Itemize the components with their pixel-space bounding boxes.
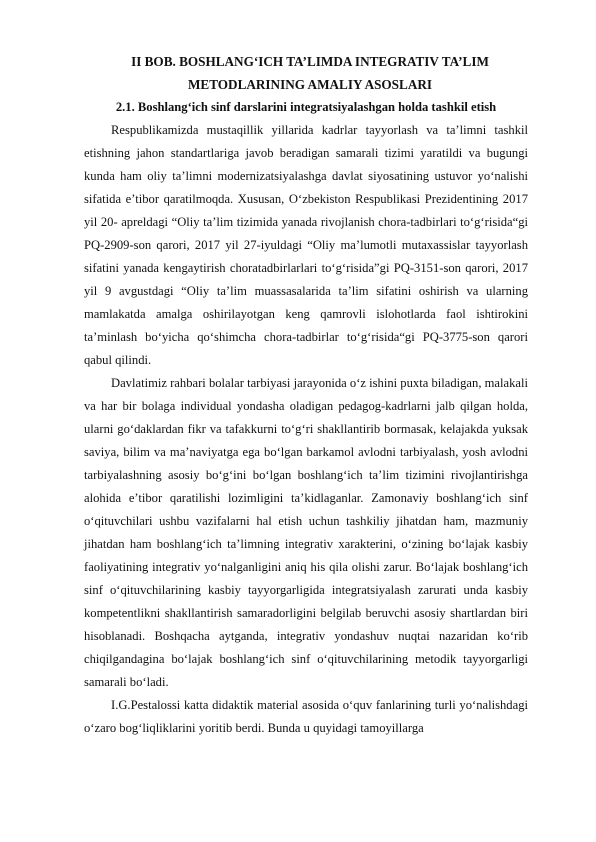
paragraph-1: Respublikamizda mustaqillik yillarida kadrlar tayyorlash va ta’limni tashkil etishning jahon standartlariga javob beradigan samarali tizimi yaratildi va bugungi kunda ham oliy ta’limni modernizatsiyalashga davlat siyosatining ustuvor yo‘nalishi sifatida e’tibor qaratilmoqda. Xususan, O‘zbekiston Respublikasi Prezidentining 2017 yil 20- apreldagi “Oliy ta’lim tizimida yanada rivojlanish chora-tadbirlari to‘g‘risida“gi PQ-2909-son qarori, 2017 yil 27-iyuldagi “Oliy ma’lumotli mutaxassislar tayyorlash sifatini yanada kengaytirish choratadbirlarlari to‘g‘risida”gi PQ-3151-son qarori, 2017 yil 9 avgustdagi “Oliy ta’lim muassasalarida ta’lim sifatini oshirish va ularning mamlakatda amalga oshirilayotgan keng qamrovli islohotlarda faol ishtirokini ta’minlash bo‘yicha qo‘shimcha chora-tadbirlar to‘g‘risida“gi PQ-3775-son qarori qabul qilindi.	[84, 123, 528, 367]
chapter-title-line-2: METODLARINING AMALIY ASOSLARI	[187, 77, 432, 92]
chapter-title	[84, 50, 528, 96]
paragraph-3: I.G.Pestalossi katta didaktik material asosida o‘quv fanlarining turli yo‘nalishdagi o‘zaro bog‘liqliklarini yoritib berdi. Bunda u quyidagi tamoyillarga	[84, 698, 528, 735]
section-title: 2.1. Boshlang‘ich sinf darslarini integratsiyalashgan holda tashkil etish	[115, 100, 497, 114]
paragraph-2: Davlatimiz rahbari bolalar tarbiyasi jarayonida o‘z ishini puxta biladigan, malakali va har bir bolaga individual yondasha oladigan pedagog-kadrlarni jalb qilgan holda, ularni go‘daklardan fikr va tafakkurni to‘g‘ri shakllantirib bormasak, kelajakda yuksak saviya, bilim va ma’naviyatga ega bo‘lgan barkamol avlodni tarbiyalash, yosh avlodni tarbiyalashning asosiy bo‘g‘ini bo‘lgan boshlang‘ich ta’lim tizimini rivojlantirishga alohida e’tibor qaratilishi lozimligini ta’kidlaganlar. Zamonaviy boshlang‘ich sinf o‘qituvchilari ushbu vazifalarni hal etish uchun tashkiliy jihatdan ham, mazmuniy jihatdan ham boshlang‘ich ta’limning integrativ xarakterini, o‘zining bo‘lajak kasbiy faoliyatining integrativ yo‘nalganligini aniq his qila olishi zarur. Bo‘lajak boshlang‘ich sinf o‘qituvchilarining kasbiy tayyorgarligida integratsiyalash zarurati unda kasbiy kompetentlikni shakllantirish samaradorligini belgilab beruvchi asosiy shartlardan biri hisoblanadi. Boshqacha aytganda, integrativ yondashuv nuqtai nazaridan ko‘rib chiqilgandagina bo‘lajak boshlang‘ich sinf o‘qituvchilarining metodik tayyorgarligi samarali bo‘ladi.	[84, 376, 528, 689]
chapter-title-line-1: II BOB. BOSHLANG‘ICH TA’LIMDA INTEGRATIV TA’LIM	[131, 54, 489, 69]
document-page	[84, 50, 528, 740]
